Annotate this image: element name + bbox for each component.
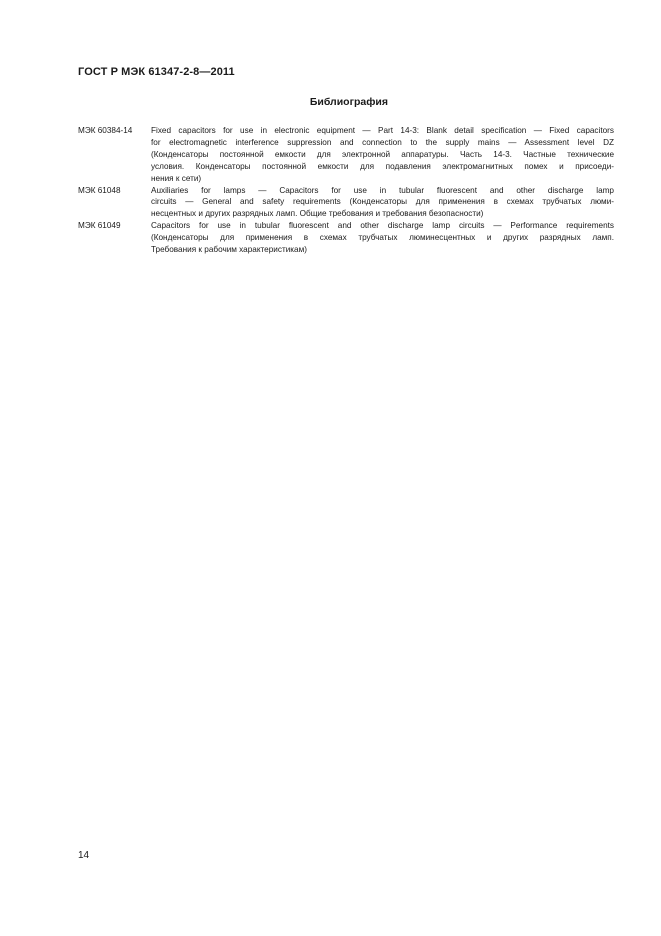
page-number: 14 — [78, 850, 90, 861]
reference-line: for electromagnetic interference suppression and connection to the supply mains — Assessment level DZ — [151, 137, 614, 147]
bibliography-entry — [78, 185, 614, 221]
section-title: Библиография — [309, 96, 388, 108]
bibliography-list — [78, 125, 614, 256]
reference-line: Auxiliaries for lamps — Capacitors for use in tubular fluorescent and other discharge lamp — [151, 185, 614, 195]
reference-code: МЭК 61048 — [78, 185, 121, 195]
reference-code: МЭК 60384-14 — [78, 126, 133, 135]
reference-line: Требования к рабочим характеристикам) — [151, 245, 307, 255]
bibliography-entry — [78, 220, 614, 256]
reference-line: Capacitors for use in tubular fluorescent and other discharge lamp circuits — Performance requirements — [151, 221, 614, 231]
document-header: ГОСТ Р МЭК 61347-2-8—2011 — [78, 66, 235, 78]
reference-line: circuits — General and safety requirements (Конденсаторы для применения в схемах трубчатых люми- — [151, 197, 614, 207]
reference-line: несцентных и других разрядных ламп. Общие требования и требования безопасности) — [151, 209, 484, 219]
reference-line: (Конденсаторы для применения в схемах трубчатых люминесцентных и других разрядных ламп. — [151, 233, 614, 243]
reference-line: Fixed capacitors for use in electronic equipment — Part 14-3: Blank detail specification — Fixed capacitors — [151, 126, 614, 135]
reference-line: нения к сети) — [151, 173, 202, 183]
reference-text — [151, 185, 614, 221]
reference-text — [151, 220, 614, 256]
reference-line: (Конденсаторы постоянной емкости для электронной аппаратуры. Часть 14-3. Частные технические — [151, 149, 614, 159]
reference-code: МЭК 61049 — [78, 221, 121, 231]
reference-text — [151, 125, 614, 185]
reference-line: условия. Конденсаторы постоянной емкости для подавления электромагнитных помех и присоеди- — [151, 161, 614, 171]
bibliography-entry — [78, 125, 614, 185]
